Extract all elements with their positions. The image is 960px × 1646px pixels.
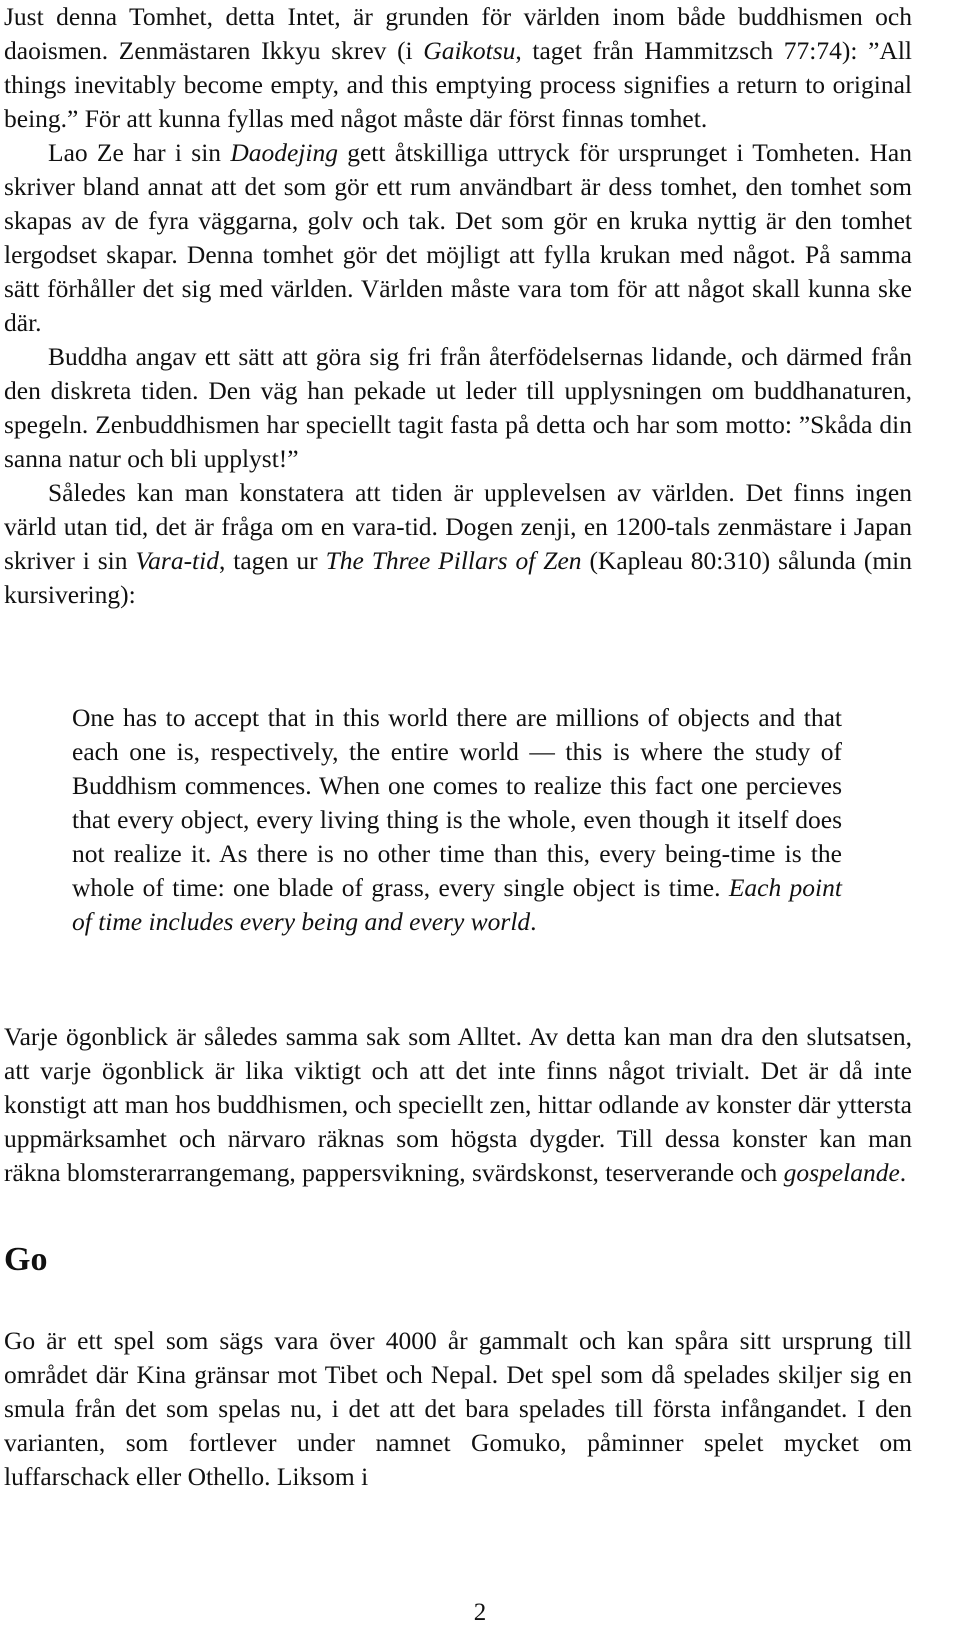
paragraph-text: Lao Ze har i sin bbox=[48, 138, 231, 167]
italic-term: gospelande bbox=[783, 1158, 900, 1187]
paragraph-tomhet bbox=[4, 0, 912, 136]
paragraph-vara-tid bbox=[4, 476, 912, 612]
italic-title: Gaikotsu bbox=[423, 36, 516, 65]
paragraph-lao-ze bbox=[4, 136, 912, 340]
paragraph-text: , tagen ur bbox=[218, 546, 326, 575]
page-number: 2 bbox=[473, 1599, 487, 1626]
paragraph-text: Go är ett spel som sägs vara över 4000 år gammalt och kan spåra sitt ursprung till området där Kina gränsar mot Tibet och Nepal. Det spel som då spelades skiljer sig en smula från det som spelas nu, i det att det bara spelades till första infångandet. I den varianten, som fortlever under namnet Gomuko, påminner spelet mycket om luffarschack eller Othello. Liksom i bbox=[4, 1326, 912, 1491]
paragraph-go bbox=[4, 1324, 912, 1494]
quote-text: . bbox=[530, 907, 537, 936]
paragraph-text: . bbox=[899, 1158, 907, 1187]
italic-title: Daodejing bbox=[230, 138, 338, 167]
italic-title: The Three Pillars of Zen bbox=[325, 546, 582, 575]
paragraph-text: Således kan man konstatera att tiden är upplevelsen av världen. Det finns ingen värld utan tid, det är fråga om en vara-tid. Dogen zenji, en 1200-tals zenmästare i Japan skriver i sin bbox=[4, 478, 912, 575]
italic-title: Vara-tid bbox=[135, 546, 219, 575]
paragraph-ogonblick bbox=[4, 1020, 912, 1190]
paragraph-text: Buddha angav ett sätt att göra sig fri från återfödelsernas lidande, och därmed från den diskreta tiden. Den väg han pekade ut leder till upplysningen om buddhanaturen, spegeln. Zenbuddhismen har speciellt tagit fasta på detta och har som motto: ”Skåda din sanna natur och bli upplyst!” bbox=[4, 342, 912, 473]
paragraph-buddha bbox=[4, 340, 912, 476]
section-heading: Go bbox=[4, 1241, 48, 1278]
paragraph-text: Varje ögonblick är således samma sak som Alltet. Av detta kan man dra den slutsatsen, att varje ögonblick är lika viktigt och att det inte finns något trivialt. Det är då inte konstigt att man hos buddhismen, och speciellt zen, hittar odlande av konster där yttersta uppmärksamhet och närvaro räknas som högsta dygder. Till dessa konster kan man räkna blomsterarrangemang, pappersvikning, svärdskonst, teserverande och bbox=[4, 1022, 912, 1187]
quote-emphasis: Each point of time includes every being and every world bbox=[72, 873, 842, 936]
paragraph-text: , taget från Hammitzsch 77:74): ”All things inevitably become empty, and this emptying process signifies a return to original being.” För att kunna fyllas med något måste där först finnas tomhet. bbox=[4, 36, 912, 133]
paragraph-text: gett åtskilliga uttryck för ursprunget i Tomheten. Han skriver bland annat att det som gör ett rum användbart är dess tomhet, den tomhet som skapas av de fyra väggarna, golv och tak. Det som gör en kruka nyttig är den tomhet lergodset skapar. Denna tomhet gör det möjligt att fylla krukan med något. På samma sätt förhåller det sig med världen. Världen måste vara tom för att något skall kunna ske där. bbox=[4, 138, 912, 337]
quote-text: One has to accept that in this world there are millions of objects and that each one is, respectively, the entire world — this is where the study of Buddhism commences. When one comes to realize this fact one percieves that every object, every living thing is the whole, even though it itself does not realize it. As there is no other time than this, every being-time is the whole of time: one blade of grass, every single object is time. bbox=[72, 703, 842, 902]
body-text-top bbox=[4, 0, 912, 612]
paragraph-text: (Kapleau 80:310) sålunda (min kursivering): bbox=[4, 546, 913, 609]
block-quote bbox=[72, 701, 842, 939]
paragraph-text: Just denna Tomhet, detta Intet, är grunden för världen inom både buddhismen och daoismen. Zenmästaren Ikkyu skrev (i bbox=[4, 2, 912, 65]
